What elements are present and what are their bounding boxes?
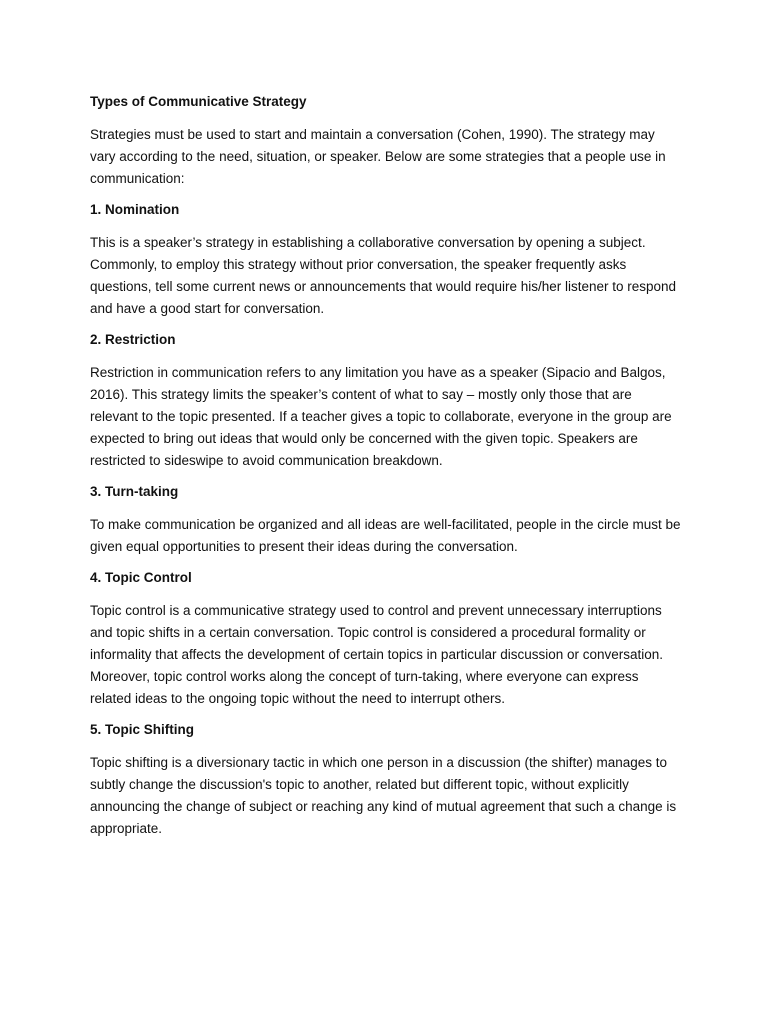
section-heading-restriction: 2. Restriction	[90, 332, 176, 347]
section-heading-topic-shifting: 5. Topic Shifting	[90, 722, 194, 737]
document-title: Types of Communicative Strategy	[90, 94, 307, 109]
section-heading-turn-taking: 3. Turn-taking	[90, 484, 179, 499]
document-page	[90, 92, 682, 850]
section-body-topic-shifting: Topic shifting is a diversionary tactic in which one person in a discussion (the shifter) manages to subtly change the discussion's topic to another, related but different topic, without explicitly announcing the change of subject or reaching any kind of mutual agreement that such a change is appropriate.	[90, 755, 677, 836]
section-body-topic-control: Topic control is a communicative strategy used to control and prevent unnecessary interruptions and topic shifts in a certain conversation. Topic control is considered a procedural formality or informality that affects the development of certain topics in particular discussion or conversation. Moreover, topic control works along the concept of turn-taking, where everyone can express related ideas to the ongoing topic without the need to interrupt others.	[90, 603, 664, 706]
section-body-nomination: This is a speaker’s strategy in establishing a collaborative conversation by opening a subject. Commonly, to employ this strategy without prior conversation, the speaker frequently asks questions, tell some current news or announcements that would require his/her listener to respond and have a good start for conversation.	[90, 235, 677, 316]
section-body-restriction: Restriction in communication refers to any limitation you have as a speaker (Sipacio and Balgos, 2016). This strategy limits the speaker’s content of what to say – mostly only those that are relevant to the topic presented. If a teacher gives a topic to collaborate, everyone in the group are expected to bring out ideas that would only be concerned with the given topic. Speakers are restricted to sideswipe to avoid communication breakdown.	[90, 365, 672, 468]
section-body-turn-taking: To make communication be organized and all ideas are well-facilitated, people in the circle must be given equal opportunities to present their ideas during the conversation.	[90, 517, 681, 554]
section-heading-nomination: 1. Nomination	[90, 202, 180, 217]
intro-paragraph: Strategies must be used to start and maintain a conversation (Cohen, 1990). The strategy may vary according to the need, situation, or speaker. Below are some strategies that a people use in communication:	[90, 127, 666, 186]
section-heading-topic-control: 4. Topic Control	[90, 570, 192, 585]
